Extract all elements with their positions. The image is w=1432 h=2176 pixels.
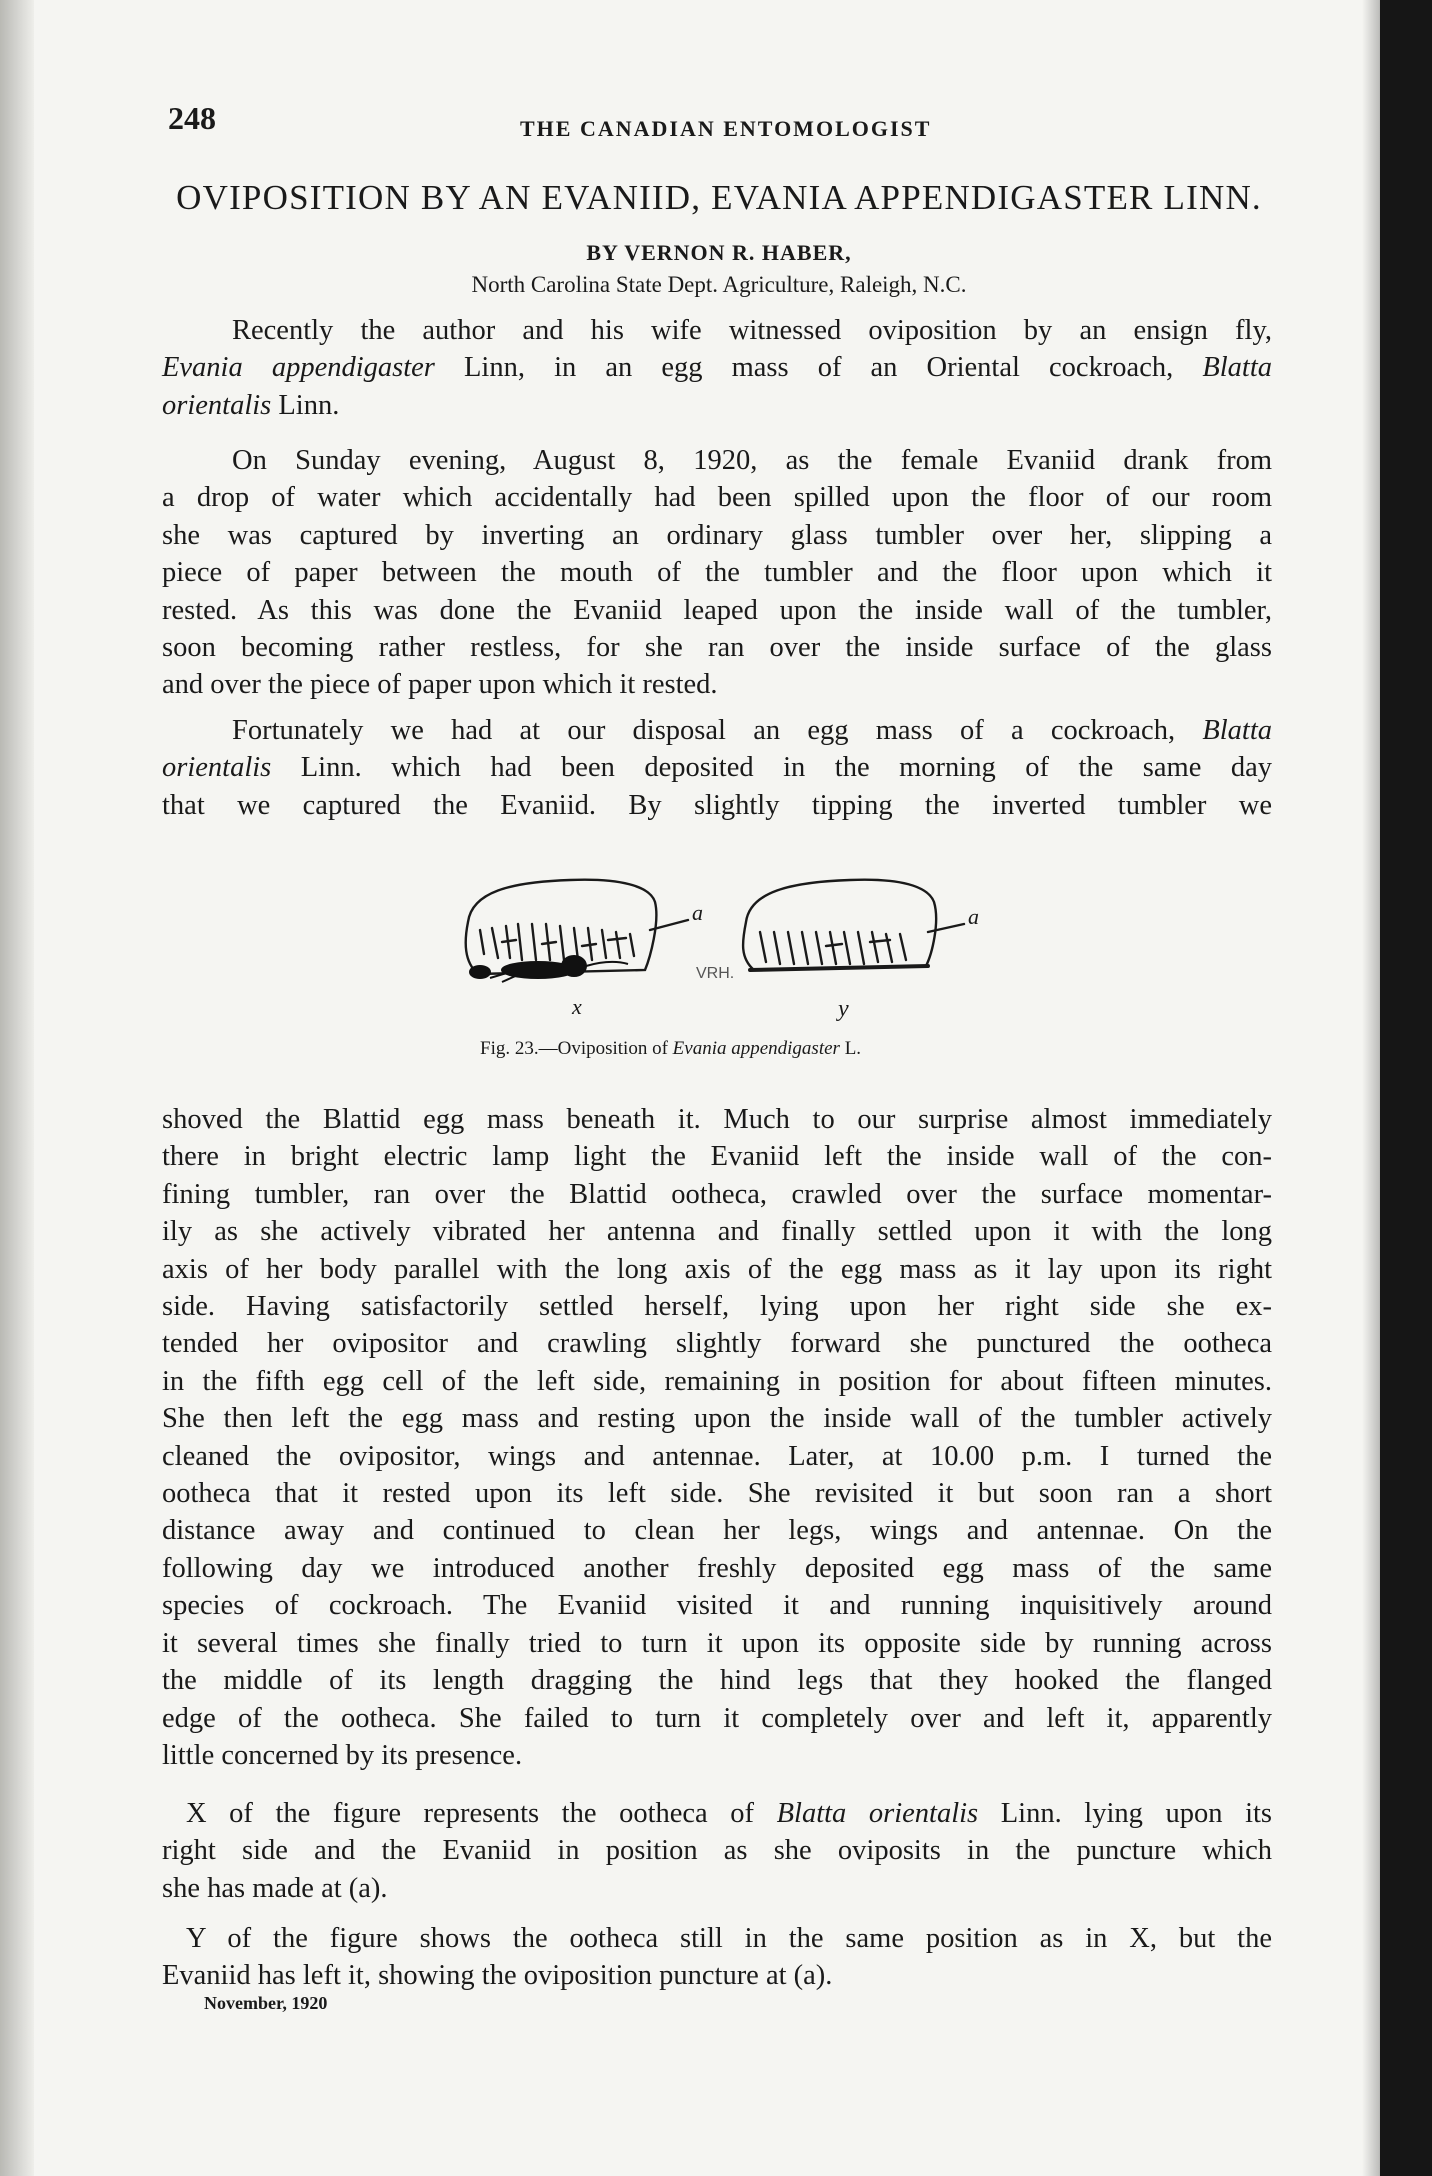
text-line: side. Having satisfactorily settled herself, lying upon her right side she ex- — [162, 1291, 1272, 1323]
paragraph-3 — [162, 712, 1272, 824]
running-head: THE CANADIAN ENTOMOLOGIST — [520, 116, 932, 141]
text-line: Y of the figure shows the ootheca still in the same position as in X, but the — [186, 1923, 1272, 1954]
text-line: species of cockroach. The Evaniid visited it and running inquisitively around — [162, 1590, 1272, 1622]
text-line: that we captured the Evaniid. By slightly tipping the inverted tumbler we — [162, 789, 1272, 821]
ootheca-y-crossbars — [826, 940, 890, 946]
article-title: OVIPOSITION BY AN EVANIID, EVANIA APPENDIGASTER LINN. — [176, 178, 1262, 217]
text-line: She then left the egg mass and resting upon the inside wall of the tumbler actively — [162, 1403, 1272, 1435]
figure-23-drawing — [450, 862, 1010, 1032]
label-a-right: a — [968, 904, 979, 929]
text-line: soon becoming rather restless, for she ran over the inside surface of the glass — [162, 632, 1272, 664]
label-y: y — [838, 996, 849, 1022]
label-a-left: a — [692, 900, 703, 925]
text-line: and over the piece of paper upon which it rested. — [162, 669, 718, 701]
text-line: orientalis Linn. — [162, 389, 340, 421]
byline: BY VERNON R. HABER, — [586, 240, 852, 265]
text-line: tended her ovipositor and crawling slightly forward she punctured the ootheca — [162, 1328, 1272, 1360]
text-line: orientalis Linn. which had been deposited in the morning of the same day — [162, 752, 1272, 784]
text-line: following day we introduced another freshly deposited egg mass of the same — [162, 1552, 1272, 1584]
text-line: she has made at (a). — [162, 1872, 388, 1904]
text-line: Fortunately we had at our disposal an egg mass of a cockroach, Blatta — [232, 715, 1272, 746]
text-line: little concerned by its presence. — [162, 1739, 523, 1771]
text-line: it several times she finally tried to turn it upon its opposite side by running across — [162, 1627, 1272, 1659]
text-line: axis of her body parallel with the long axis of the egg mass as it lay upon its right — [162, 1253, 1272, 1285]
text-line: cleaned the ovipositor, wings and antennae. Later, at 10.00 p.m. I turned the — [162, 1440, 1272, 1472]
paragraph-2 — [162, 442, 1272, 704]
text-line: Recently the author and his wife witnessed oviposition by an ensign fly, — [232, 315, 1272, 346]
artist-initials: VRH. — [696, 965, 735, 982]
caption-suffix: L. — [839, 1038, 862, 1059]
text-line: ily as she actively vibrated her antenna and finally settled upon it with the long — [162, 1216, 1272, 1248]
label-x: x — [572, 994, 582, 1019]
text-line: fining tumbler, ran over the Blattid ootheca, crawled over the surface momentar- — [162, 1178, 1272, 1210]
text-line: distance away and continued to clean her legs, wings and antennae. On the — [162, 1515, 1272, 1547]
text-line: she was captured by inverting an ordinary glass tumbler over her, slipping a — [162, 519, 1272, 551]
affiliation: North Carolina State Dept. Agriculture, Raleigh, N.C. — [471, 272, 967, 297]
text-line: X of the figure represents the ootheca of Blatta orientalis Linn. lying upon its — [186, 1798, 1272, 1829]
text-line: On Sunday evening, August 8, 1920, as the female Evaniid drank from — [232, 445, 1272, 476]
page-number: 248 — [168, 100, 216, 136]
text-line: the middle of its length dragging the hind legs that they hooked the flanged — [162, 1665, 1272, 1697]
text-line: rested. As this was done the Evaniid leaped upon the inside wall of the tumbler, — [162, 594, 1272, 626]
text-line: in the fifth egg cell of the left side, remaining in position for about fifteen minutes. — [162, 1365, 1272, 1397]
text-line: Evaniid has left it, showing the oviposition puncture at (a). — [162, 1960, 833, 1992]
text-line: a drop of water which accidentally had been spilled upon the floor of our room — [162, 482, 1272, 514]
text-line: shoved the Blattid egg mass beneath it. Much to our surprise almost immediately — [162, 1104, 1272, 1135]
paragraph-5 — [162, 1795, 1272, 1907]
issue-date: November, 1920 — [204, 1993, 328, 2013]
text-line: ootheca that it rested upon its left side. She revisited it but soon ran a short — [162, 1478, 1272, 1510]
figure-caption — [480, 1038, 861, 1060]
text-line: right side and the Evaniid in position as she oviposits in the puncture which — [162, 1835, 1272, 1867]
ootheca-y-ridges — [760, 932, 906, 964]
ootheca-y-outline — [743, 880, 936, 970]
pointer-a-right — [928, 924, 964, 932]
text-line: piece of paper between the mouth of the tumbler and the floor upon which it — [162, 557, 1272, 589]
caption-prefix: Fig. 23.—Oviposition of — [480, 1038, 673, 1059]
binding-margin — [0, 0, 34, 2176]
caption-species: Evania appendigaster — [672, 1038, 840, 1059]
ootheca-y-base — [750, 966, 928, 970]
text-line: there in bright electric lamp light the Evaniid left the inside wall of the con- — [162, 1141, 1272, 1173]
text-line: Evania appendigaster Linn, in an egg mass of an Oriental cockroach, Blatta — [162, 352, 1273, 384]
scan-edge-shadow — [1362, 0, 1380, 2176]
text-line: edge of the ootheca. She failed to turn it completely over and left it, apparently — [162, 1702, 1272, 1734]
paragraph-6 — [162, 1920, 1272, 1995]
paragraph-1 — [162, 312, 1272, 424]
paragraph-4 — [162, 1101, 1272, 1774]
